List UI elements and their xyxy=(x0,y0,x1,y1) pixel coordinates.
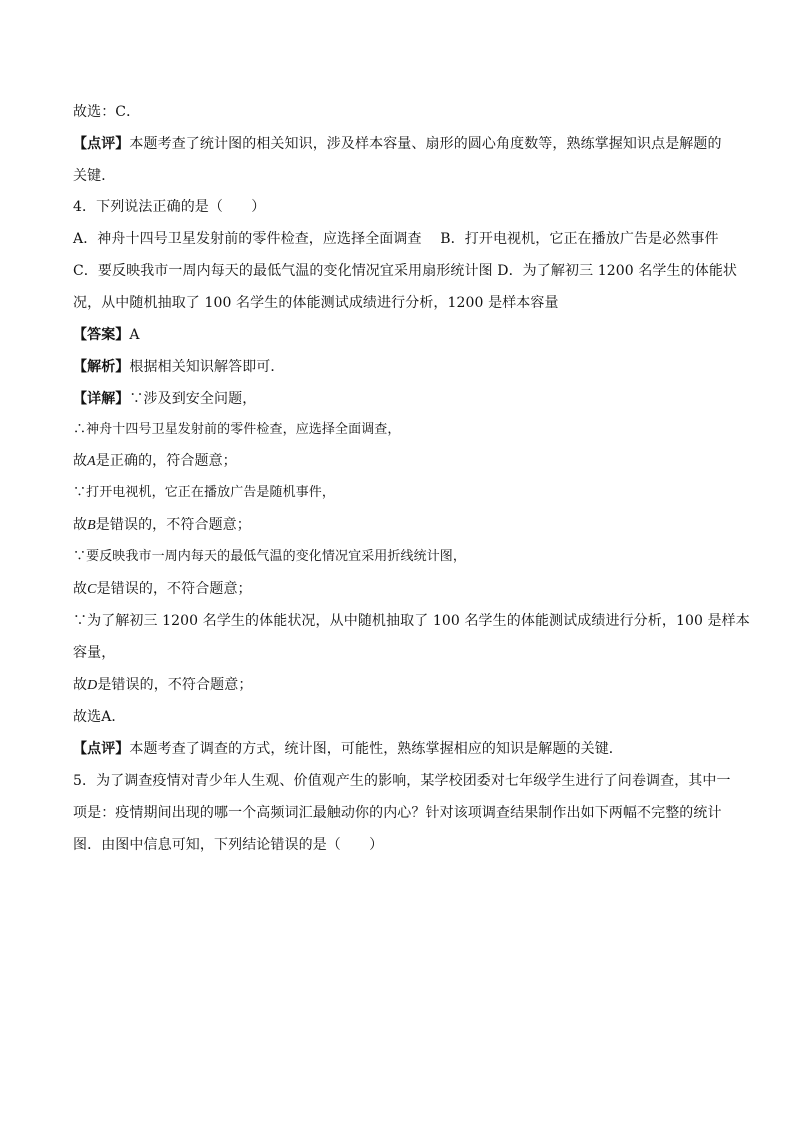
solution-step-1 xyxy=(73,421,401,439)
question-4-options-ab xyxy=(73,230,719,248)
question-4-stem xyxy=(73,198,265,216)
text: A．神舟十四号卫星发射前的零件检查，应选择全面调查 B．打开电视机，它正在播放广告是必然事件 xyxy=(73,231,719,247)
comment-text: 本题考查了统计图的相关知识，涉及样本容量、扇形的圆心角度数等，熟练掌握知识点是解题的 xyxy=(129,136,722,152)
previous-comment-continuation xyxy=(73,167,115,185)
comment-tag: 【点评】 xyxy=(73,741,130,757)
comment-text: 本题考查了调查的方式，统计图，可能性，熟练掌握相应的知识是解题的关键． xyxy=(129,741,623,757)
text: 故 xyxy=(73,453,88,469)
question-4-options-cd xyxy=(73,262,737,280)
text: ∴神舟十四号卫星发射前的零件检查，应选择全面调查， xyxy=(73,422,401,437)
text: 5．为了调查疫情对青少年人生观、价值观产生的影响，某学校团委对七年级学生进行了问卷调查，其中一 xyxy=(73,773,731,789)
solution-step-4 xyxy=(73,516,251,535)
text: 是错误的，不符合题意； xyxy=(97,677,253,693)
text: ∵要反映我市一周内每天的最低气温的变化情况宜采用折线统计图， xyxy=(73,549,467,564)
answer-tag: 【答案】 xyxy=(73,327,130,343)
solution-step-7-continuation xyxy=(73,644,115,662)
solution-step-3 xyxy=(73,484,335,502)
final-answer-line xyxy=(73,708,126,726)
detail-line xyxy=(73,390,256,408)
text: 图．由图中信息可知，下列结论错误的是（ ） xyxy=(73,837,384,853)
solution-step-8 xyxy=(73,676,252,695)
text: ∵为了解初三 1200 名学生的体能状况，从中随机抽取了 100 名学生的体能测试成绩进行分析，100 是样本 xyxy=(73,613,750,629)
previous-comment-line xyxy=(73,135,722,153)
analysis-text: 根据相关知识解答即可． xyxy=(129,359,285,375)
answer-line xyxy=(73,326,140,344)
option-variable: B xyxy=(87,518,96,533)
text: 关键． xyxy=(73,168,116,184)
text: 故选：C． xyxy=(73,104,141,120)
option-variable: D xyxy=(87,678,98,693)
comment-tag: 【点评】 xyxy=(73,136,130,152)
text: 故选A． xyxy=(73,709,126,725)
solution-step-6 xyxy=(73,580,252,599)
question-5-line-1 xyxy=(73,772,731,790)
text: 况，从中随机抽取了 100 名学生的体能测试成绩进行分析，1200 是样本容量 xyxy=(73,295,559,311)
text: 是错误的，不符合题意； xyxy=(96,581,252,597)
solution-step-7 xyxy=(73,612,750,630)
text: C．要反映我市一周内每天的最低气温的变化情况宜采用扇形统计图 D．为了解初三 1200 名学生的体能状 xyxy=(73,263,738,279)
text: 是错误的，不符合题意； xyxy=(95,517,251,533)
analysis-tag: 【解析】 xyxy=(73,359,130,375)
text: 项是：疫情期间出现的哪一个高频词汇最触动你的内心？针对该项调查结果制作出如下两幅不完整的统计 xyxy=(73,805,722,821)
text: 故 xyxy=(73,581,88,597)
option-variable: A xyxy=(87,454,96,469)
text: ∵打开电视机，它正在播放广告是随机事件， xyxy=(73,485,336,500)
detail-text: ∵涉及到安全问题， xyxy=(129,391,257,407)
previous-answer-line xyxy=(73,103,140,121)
text: 故 xyxy=(73,677,88,693)
text: 容量， xyxy=(73,645,116,661)
question-4-option-d-continuation xyxy=(73,294,559,312)
solution-step-2 xyxy=(73,452,237,471)
answer-value: A xyxy=(129,327,140,343)
text: 故 xyxy=(73,517,88,533)
question-5-line-2 xyxy=(73,804,722,822)
question-5-line-3 xyxy=(73,836,383,854)
analysis-line xyxy=(73,358,285,376)
text: 是正确的，符合题意； xyxy=(95,453,237,469)
option-variable: C xyxy=(87,582,97,597)
solution-step-5 xyxy=(73,548,466,566)
text: 4．下列说法正确的是（ ） xyxy=(73,199,266,215)
detail-tag: 【详解】 xyxy=(73,391,130,407)
comment-line xyxy=(73,740,623,758)
